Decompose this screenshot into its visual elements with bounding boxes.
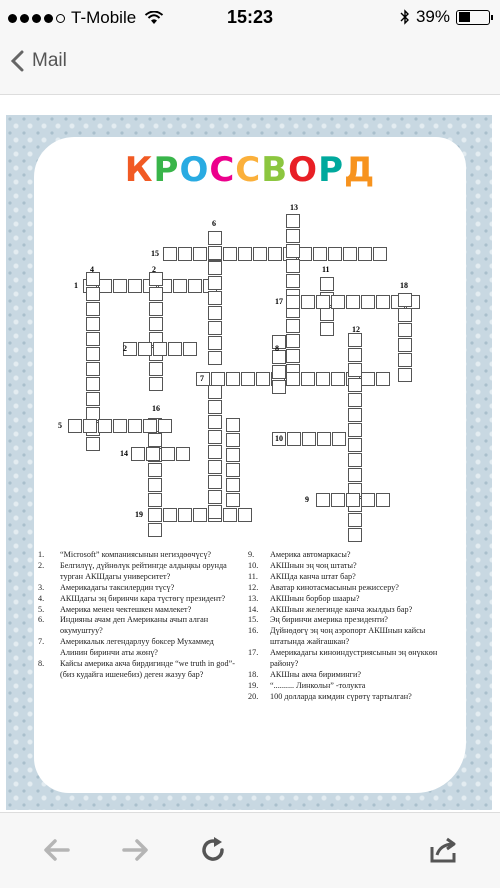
clue-text: Белгилүү, дүйнөлүк рейтингде алдыңкы орунда турган АКШдагы университет?	[60, 560, 227, 581]
crossword-cell[interactable]	[168, 342, 182, 356]
crossword-cell[interactable]	[286, 229, 300, 243]
crossword-cell[interactable]	[86, 437, 100, 451]
crossword-cell[interactable]	[223, 247, 237, 261]
crossword-cell[interactable]	[348, 423, 362, 437]
crossword-cell[interactable]	[361, 372, 375, 386]
crossword-cell[interactable]	[286, 372, 300, 386]
crossword-cell[interactable]	[208, 460, 222, 474]
crossword-cell[interactable]	[128, 419, 142, 433]
title-letter: Р	[318, 150, 344, 190]
status-bar	[0, 0, 500, 36]
clue-number-label: 15	[151, 249, 159, 258]
crossword-cell[interactable]	[86, 287, 100, 301]
crossword-cell[interactable]	[183, 342, 197, 356]
crossword-cell[interactable]	[149, 287, 163, 301]
crossword-cell[interactable]	[208, 430, 222, 444]
clue-item	[38, 583, 238, 594]
clue-number-label: 17	[275, 297, 283, 306]
crossword-cell[interactable]	[320, 277, 334, 291]
clue-text: Кайсы америка акча бирдигинде “we truth in god”-(биз кудайга ишенебиз) деген жазуу бар?	[60, 659, 235, 679]
crossword-cell[interactable]	[376, 372, 390, 386]
clue-text: АКШнын эң чоң штаты?	[270, 560, 357, 570]
title-letter: Д	[344, 150, 376, 190]
crossword-cell[interactable]	[223, 508, 237, 522]
crossword-cell[interactable]	[131, 447, 145, 461]
crossword-cell[interactable]	[298, 247, 312, 261]
clue-text: “.......... Линкольн” -толукта	[270, 680, 366, 690]
clue-item	[248, 550, 458, 561]
crossword-cell[interactable]	[208, 231, 222, 245]
clue-item	[248, 670, 458, 681]
battery-percent: 39%	[415, 7, 450, 26]
clue-number: 9.	[248, 550, 255, 559]
clue-number-label: 2	[152, 265, 156, 274]
crossword-cell[interactable]	[128, 279, 142, 293]
bluetooth-icon	[400, 9, 410, 25]
clue-number-label: 11	[322, 265, 330, 274]
clues-right-column	[248, 550, 458, 703]
crossword-cell[interactable]	[148, 493, 162, 507]
crossword-cell[interactable]	[238, 508, 252, 522]
crossword-cell[interactable]	[113, 279, 127, 293]
crossword-cell[interactable]	[146, 447, 160, 461]
crossword-cell[interactable]	[208, 445, 222, 459]
clue-item	[248, 692, 458, 703]
clue-number: 17.	[248, 648, 259, 658]
crossword-cell[interactable]	[348, 348, 362, 362]
clue-item	[248, 648, 458, 670]
crossword-cell[interactable]	[286, 244, 300, 258]
clue-text: 100 долларда кимдин сүрөтү тартылган?	[270, 691, 412, 701]
crossword-cell[interactable]	[286, 214, 300, 228]
clue-number-label: 8	[275, 344, 279, 353]
crossword-cell[interactable]	[149, 362, 163, 376]
forward-arrow-icon[interactable]	[120, 835, 150, 865]
crossword-cell[interactable]	[148, 523, 162, 537]
crossword-cell[interactable]	[138, 342, 152, 356]
crossword-cell[interactable]	[148, 433, 162, 447]
crossword-cell[interactable]	[286, 319, 300, 333]
clue-number-label: 6	[212, 219, 216, 228]
crossword-cell[interactable]	[86, 347, 100, 361]
crossword-cell[interactable]	[348, 363, 362, 377]
title-letter: О	[179, 150, 210, 190]
crossword-cell[interactable]	[226, 418, 240, 432]
crossword-cell[interactable]	[208, 261, 222, 275]
crossword-cell[interactable]	[153, 342, 167, 356]
crossword-cell[interactable]	[272, 380, 286, 394]
clue-number-label: 12	[352, 325, 360, 334]
clue-item	[248, 572, 458, 583]
clue-item	[38, 561, 238, 583]
crossword-cell[interactable]	[226, 463, 240, 477]
crossword-cell[interactable]	[208, 321, 222, 335]
clue-item	[248, 583, 458, 594]
crossword-cell[interactable]	[361, 493, 375, 507]
clue-text: Америкадагы киноиндустриясынын эң өнүккөн району?	[270, 648, 438, 669]
crossword-cell[interactable]	[208, 351, 222, 365]
crossword-cell[interactable]	[346, 493, 360, 507]
crossword-cell[interactable]	[328, 247, 342, 261]
clue-number: 3.	[38, 582, 45, 592]
clue-text: АКШда канча штат бар?	[270, 571, 356, 581]
clue-number: 8.	[38, 659, 45, 669]
crossword-cell[interactable]	[193, 247, 207, 261]
crossword-cell[interactable]	[193, 508, 207, 522]
crossword-cell[interactable]	[241, 372, 255, 386]
crossword-cell[interactable]	[301, 372, 315, 386]
crossword-cell[interactable]	[226, 478, 240, 492]
clue-number-label: 10	[275, 434, 283, 443]
crossword-cell[interactable]	[86, 302, 100, 316]
crossword-cell[interactable]	[346, 295, 360, 309]
back-label: Mail	[32, 50, 67, 71]
back-to-mail-button[interactable]	[10, 50, 67, 72]
clue-number-label: 14	[120, 449, 128, 458]
clue-number: 14.	[248, 604, 259, 614]
clue-number: 7.	[38, 637, 45, 647]
clue-number: 13.	[248, 593, 259, 603]
crossword-cell[interactable]	[148, 463, 162, 477]
crossword-cell[interactable]	[208, 246, 222, 260]
reload-icon[interactable]	[198, 835, 228, 865]
crossword-cell[interactable]	[348, 513, 362, 527]
crossword-cell[interactable]	[149, 317, 163, 331]
crossword-cell[interactable]	[226, 433, 240, 447]
crossword-cell[interactable]	[98, 279, 112, 293]
crossword-cell[interactable]	[86, 392, 100, 406]
clue-number-label: 7	[200, 374, 204, 383]
crossword-cell[interactable]	[98, 419, 112, 433]
clue-number-label: 13	[290, 203, 298, 212]
crossword-cell[interactable]	[253, 247, 267, 261]
clue-number-label: 16	[152, 404, 160, 413]
crossword-cell[interactable]	[83, 419, 97, 433]
clue-item	[38, 659, 238, 681]
crossword-cell[interactable]	[161, 447, 175, 461]
crossword-cell[interactable]	[149, 302, 163, 316]
crossword-cell[interactable]	[86, 377, 100, 391]
crossword-cell[interactable]	[68, 419, 82, 433]
crossword-cell[interactable]	[188, 279, 202, 293]
clue-text: АКШны акча бириминги?	[270, 669, 361, 679]
clue-number: 18.	[248, 669, 259, 679]
crossword-cell[interactable]	[226, 448, 240, 462]
crossword-cell[interactable]	[348, 393, 362, 407]
status-right	[400, 7, 490, 27]
bottom-toolbar	[0, 812, 500, 888]
crossword-cell[interactable]	[332, 432, 346, 446]
crossword-cell[interactable]	[348, 333, 362, 347]
crossword-cell[interactable]	[178, 508, 192, 522]
crossword-cell[interactable]	[268, 247, 282, 261]
crossword-cell[interactable]	[286, 295, 300, 309]
crossword-cell[interactable]	[313, 247, 327, 261]
crossword-cell[interactable]	[158, 419, 172, 433]
clue-number-label: 5	[58, 421, 62, 430]
clue-number: 2.	[38, 560, 45, 570]
crossword-cell[interactable]	[316, 493, 330, 507]
crossword-cell[interactable]	[208, 415, 222, 429]
page-frame	[6, 115, 492, 810]
battery-icon	[456, 10, 490, 25]
clue-text: АКШнын желегинде канча жылдыз бар?	[270, 604, 413, 614]
title-letter: В	[261, 150, 289, 190]
crossword-cell[interactable]	[226, 372, 240, 386]
carrier-name: T-Mobile	[71, 8, 137, 27]
crossword-cell[interactable]	[343, 247, 357, 261]
clue-text: Америкадагы таксилердин түсү?	[60, 582, 175, 592]
clue-number: 11.	[248, 571, 258, 581]
crossword-cell[interactable]	[86, 317, 100, 331]
clue-number-label: 1	[74, 281, 78, 290]
clue-item	[248, 626, 458, 648]
crossword-cell[interactable]	[113, 419, 127, 433]
crossword-cell[interactable]	[373, 247, 387, 261]
crossword-cell[interactable]	[348, 468, 362, 482]
crossword-cell[interactable]	[208, 490, 222, 504]
crossword-cell[interactable]	[331, 372, 345, 386]
crossword-cell[interactable]	[316, 372, 330, 386]
crossword-cell[interactable]	[176, 447, 190, 461]
clue-item	[38, 615, 238, 637]
crossword-cell[interactable]	[348, 528, 362, 542]
crossword-cell[interactable]	[301, 295, 315, 309]
clue-item	[248, 594, 458, 605]
clue-item	[248, 681, 458, 692]
crossword-cell[interactable]	[348, 408, 362, 422]
clue-text: Америкалык легендарлуу боксер Мухаммед Алинин биринчи аты жөнү?	[60, 637, 214, 658]
crossword-cell[interactable]	[208, 276, 222, 290]
crossword-cell[interactable]	[286, 334, 300, 348]
crossword-cell[interactable]	[398, 323, 412, 337]
crossword-cell[interactable]	[163, 247, 177, 261]
clue-number: 10.	[248, 560, 259, 570]
back-arrow-icon[interactable]	[42, 835, 72, 865]
crossword-title	[0, 150, 500, 190]
clue-number-label: 4	[90, 265, 94, 274]
crossword-cell[interactable]	[331, 493, 345, 507]
clue-item	[38, 605, 238, 616]
crossword-cell[interactable]	[208, 291, 222, 305]
clue-number-label: 18	[400, 281, 408, 290]
clue-item	[38, 594, 238, 605]
title-letter: С	[235, 150, 262, 190]
title-letter: О	[288, 150, 319, 190]
navigation-bar	[0, 36, 500, 95]
clue-number: 5.	[38, 604, 45, 614]
crossword-cell[interactable]	[287, 432, 301, 446]
crossword-cell[interactable]	[398, 293, 412, 307]
clue-text: Индияны ачам деп Американы ачып алган окумуштуу?	[60, 615, 209, 636]
crossword-cell[interactable]	[208, 505, 222, 519]
title-letter: С	[209, 150, 236, 190]
crossword-cell[interactable]	[86, 362, 100, 376]
clue-text: АКШдагы эң биринчи кара түстөгү президент?	[60, 593, 226, 603]
crossword-cell[interactable]	[302, 432, 316, 446]
crossword-cell[interactable]	[358, 247, 372, 261]
clue-text: Дүйнөдөгү эң чоң аэропорт АКШнын кайсы штатында жайгашкан?	[270, 626, 426, 647]
crossword-cell[interactable]	[86, 332, 100, 346]
clue-number: 1.	[38, 550, 45, 559]
crossword-cell[interactable]	[398, 338, 412, 352]
crossword-cell[interactable]	[348, 378, 362, 392]
clue-number: 16.	[248, 626, 259, 636]
clue-text: Эң биринчи америка президенти?	[270, 615, 388, 625]
clue-text: Америка автомаркасы?	[270, 550, 351, 559]
clue-number-label: 19	[135, 510, 143, 519]
crossword-cell[interactable]	[398, 353, 412, 367]
clue-text: АКШнын борбор шаары?	[270, 593, 360, 603]
title-letter: Р	[153, 150, 180, 190]
share-icon[interactable]	[428, 835, 458, 865]
clue-item	[38, 637, 238, 659]
clue-number: 15.	[248, 615, 259, 625]
crossword-cell[interactable]	[331, 295, 345, 309]
crossword-cell[interactable]	[361, 295, 375, 309]
crossword-cell[interactable]	[286, 349, 300, 363]
crossword-cell[interactable]	[320, 322, 334, 336]
crossword-cell[interactable]	[238, 247, 252, 261]
crossword-cell[interactable]	[398, 308, 412, 322]
crossword-cell[interactable]	[149, 377, 163, 391]
crossword-cell[interactable]	[208, 385, 222, 399]
crossword-cell[interactable]	[143, 419, 157, 433]
crossword-cell[interactable]	[149, 272, 163, 286]
crossword-cell[interactable]	[317, 432, 331, 446]
crossword-cell[interactable]	[348, 438, 362, 452]
clue-number-label: 2	[123, 344, 127, 353]
clue-number: 4.	[38, 593, 45, 603]
crossword-cell[interactable]	[208, 306, 222, 320]
crossword-cell[interactable]	[178, 247, 192, 261]
crossword-cell[interactable]	[398, 368, 412, 382]
crossword-cell[interactable]	[226, 493, 240, 507]
crossword-cell[interactable]	[286, 259, 300, 273]
crossword-cell[interactable]	[286, 274, 300, 288]
clue-text: Америка менен чектешкен мамлекет?	[60, 604, 192, 614]
crossword-cell[interactable]	[208, 475, 222, 489]
clue-text: Аватар кинотасмасынын режиссеру?	[270, 582, 399, 592]
clue-number: 19.	[248, 680, 259, 690]
crossword-cell[interactable]	[208, 400, 222, 414]
document-view[interactable]	[0, 95, 500, 812]
clue-item	[248, 605, 458, 616]
clue-number: 6.	[38, 615, 45, 625]
crossword-cell[interactable]	[163, 508, 177, 522]
crossword-cell[interactable]	[272, 365, 286, 379]
clue-item	[38, 550, 238, 561]
clue-item	[248, 615, 458, 626]
clue-number-label: 9	[305, 495, 309, 504]
crossword-cell[interactable]	[348, 453, 362, 467]
crossword-cell[interactable]	[148, 508, 162, 522]
chevron-left-icon	[10, 50, 24, 72]
clue-text: “Microsoft” компаниясынын негиздөөчүсү?	[60, 550, 212, 559]
crossword-cell[interactable]	[376, 493, 390, 507]
crossword-cell[interactable]	[376, 295, 390, 309]
crossword-cell[interactable]	[208, 336, 222, 350]
crossword-cell[interactable]	[86, 272, 100, 286]
crossword-cell[interactable]	[256, 372, 270, 386]
crossword-cell[interactable]	[173, 279, 187, 293]
title-letter: К	[124, 150, 154, 190]
clue-item	[248, 561, 458, 572]
crossword-cell[interactable]	[148, 478, 162, 492]
clues-left-column	[38, 550, 238, 681]
crossword-cell[interactable]	[316, 295, 330, 309]
crossword-cell[interactable]	[211, 372, 225, 386]
clue-number: 12.	[248, 582, 259, 592]
clue-number: 20.	[248, 691, 259, 701]
clock: 15:23	[226, 7, 274, 27]
crossword-cell[interactable]	[320, 307, 334, 321]
